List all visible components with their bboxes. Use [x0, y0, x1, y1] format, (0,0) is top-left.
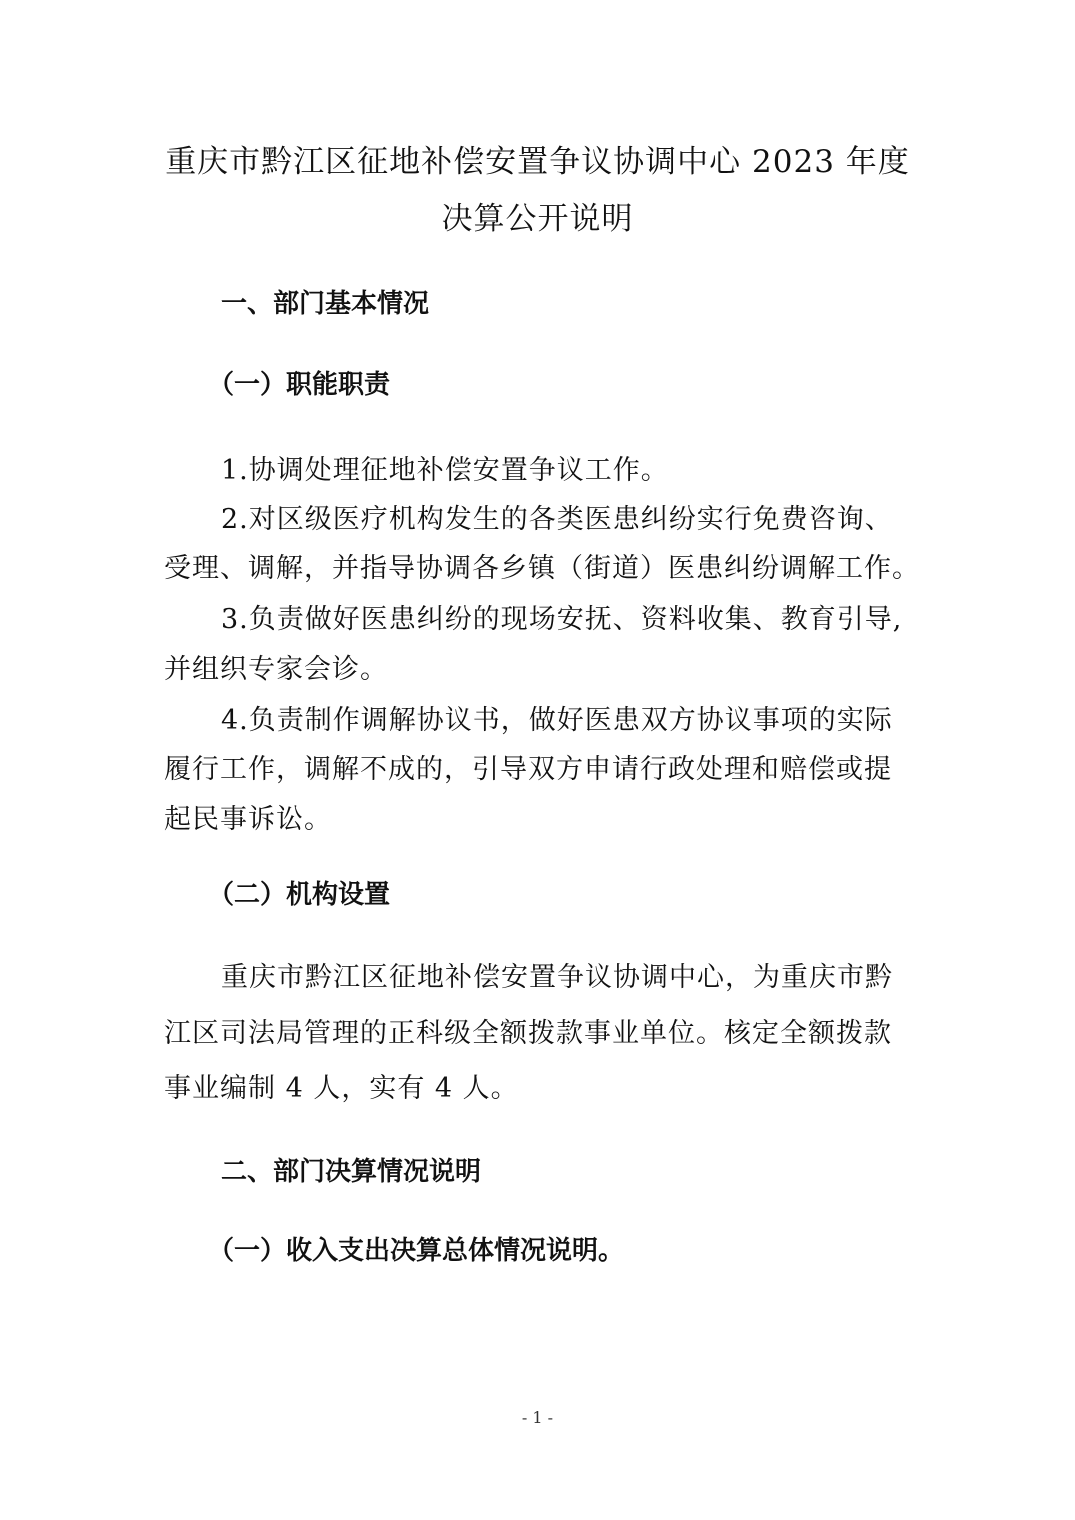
- duty-line-6: 4.负责制作调解协议书，做好医患双方协议事项的实际: [221, 705, 893, 736]
- duty-line-8: 起民事诉讼。: [164, 804, 332, 835]
- duty-line-5: 并组织专家会诊。: [164, 654, 388, 685]
- duty-line-7: 履行工作，调解不成的，引导双方申请行政处理和赔偿或提: [164, 754, 892, 785]
- document-title-line-1: 重庆市黔江区征地补偿安置争议协调中心 2023 年度: [165, 144, 910, 180]
- org-line-1: 重庆市黔江区征地补偿安置争议协调中心，为重庆市黔: [221, 962, 893, 993]
- section-2-heading: 二、部门决算情况说明: [221, 1157, 482, 1187]
- org-line-2: 江区司法局管理的正科级全额拨款事业单位。核定全额拨款: [164, 1018, 892, 1049]
- duty-line-2: 2.对区级医疗机构发生的各类医患纠纷实行免费咨询、: [221, 504, 893, 535]
- section-1-sub-1-heading: （一）职能职责: [208, 370, 391, 400]
- document-title-line-2: 决算公开说明: [441, 201, 634, 237]
- duty-line-4: 3.负责做好医患纠纷的现场安抚、资料收集、教育引导,: [221, 604, 903, 635]
- section-1-heading: 一、部门基本情况: [221, 289, 430, 319]
- page-number: - 1 -: [521, 1408, 554, 1427]
- section-2-sub-1-heading: （一）收入支出决算总体情况说明。: [208, 1236, 625, 1266]
- duty-line-3: 受理、调解，并指导协调各乡镇（街道）医患纠纷调解工作。: [164, 553, 920, 584]
- duty-line-1: 1.协调处理征地补偿安置争议工作。: [221, 455, 669, 486]
- section-1-sub-2-heading: （二）机构设置: [208, 880, 391, 910]
- org-line-3: 事业编制 4 人，实有 4 人。: [164, 1073, 519, 1104]
